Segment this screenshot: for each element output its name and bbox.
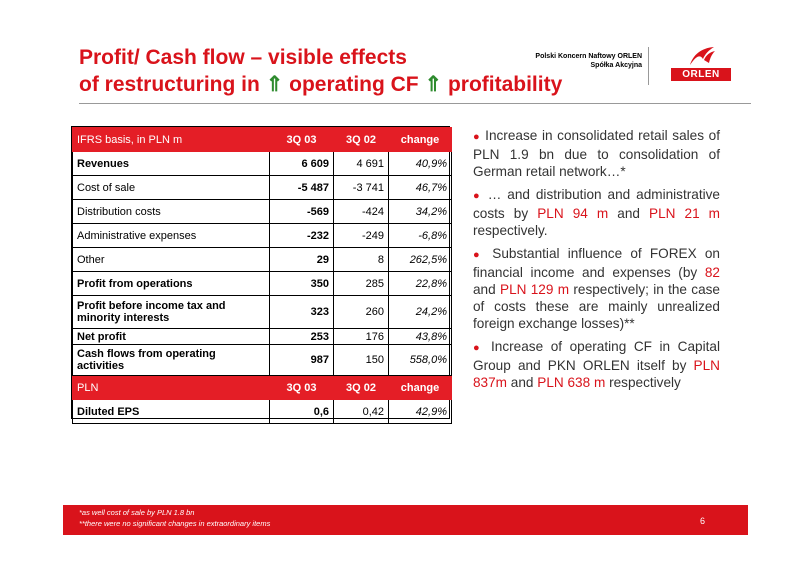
value-change: 42,9% — [389, 400, 452, 424]
up-arrow-icon: ⇑ — [424, 73, 443, 96]
bullet-dot-icon: ● — [473, 190, 482, 202]
bullet-text: and — [473, 282, 496, 297]
header-separator — [648, 47, 649, 85]
value-change: -6,8% — [389, 224, 452, 248]
header-cell: change — [389, 128, 452, 152]
value-change: 40,9% — [389, 152, 452, 176]
bullet-text: Substantial influence of FOREX on financial income and expenses (by — [473, 246, 720, 280]
highlight-value: PLN 638 m — [537, 375, 606, 390]
financial-table — [71, 126, 450, 419]
value-change: 558,0% — [389, 345, 452, 376]
row-label: Administrative expenses — [73, 224, 270, 248]
bullet-list — [473, 127, 720, 397]
value-3q02: 150 — [334, 345, 389, 376]
value-3q02: 260 — [334, 296, 389, 329]
bullet-dot-icon: ● — [473, 249, 485, 261]
value-3q02: 4 691 — [334, 152, 389, 176]
row-label: Profit before income tax and minority interests — [73, 296, 270, 329]
value-change: 43,8% — [389, 329, 452, 345]
value-3q02: 0,42 — [334, 400, 389, 424]
header-cell: change — [389, 376, 452, 400]
row-label: Profit from operations — [73, 272, 270, 296]
bullet-text: … and distribution and administrative costs by — [473, 187, 720, 221]
table-row — [73, 296, 452, 329]
value-3q02: -424 — [334, 200, 389, 224]
value-3q03: 350 — [270, 272, 334, 296]
value-3q02: 285 — [334, 272, 389, 296]
title-line-2 — [79, 71, 619, 98]
up-arrow-icon: ⇑ — [265, 73, 284, 96]
title-divider — [79, 103, 751, 104]
value-3q03: 253 — [270, 329, 334, 345]
bullet-operating-cf — [473, 338, 720, 391]
table-row — [73, 152, 452, 176]
bullet-text: respectively; in the case of costs these are mainly unrealized foreign exchange losses)** — [473, 282, 720, 331]
table-header-row — [73, 128, 452, 152]
title-part-c: profitability — [447, 73, 563, 96]
highlight-value: PLN 129 m — [500, 282, 570, 297]
logo-wordmark: ORLEN — [671, 68, 731, 81]
value-3q03: 29 — [270, 248, 334, 272]
value-change: 24,2% — [389, 296, 452, 329]
value-3q03: -232 — [270, 224, 334, 248]
header-cell: 3Q 03 — [270, 128, 334, 152]
table-row — [73, 248, 452, 272]
bullet-forex — [473, 245, 720, 332]
bullet-text: Increase in consolidated retail sales of PLN 1.9 bn due to consolidation of German retail network…* — [473, 128, 720, 179]
value-3q03: 6 609 — [270, 152, 334, 176]
orlen-logo — [665, 45, 735, 85]
table-row — [73, 329, 452, 345]
table-row — [73, 272, 452, 296]
row-label: Other — [73, 248, 270, 272]
row-label: Cost of sale — [73, 176, 270, 200]
value-3q02: 8 — [334, 248, 389, 272]
value-change: 46,7% — [389, 176, 452, 200]
highlight-value: PLN 21 m — [649, 206, 721, 221]
value-3q03: -5 487 — [270, 176, 334, 200]
company-name: Polski Koncern Naftowy ORLEN — [535, 53, 642, 60]
title-line-1: Profit/ Cash flow – visible effects — [79, 46, 407, 69]
title-part-a: of restructuring in — [79, 73, 260, 96]
value-change: 262,5% — [389, 248, 452, 272]
table-row — [73, 345, 452, 376]
table-row — [73, 200, 452, 224]
value-3q02: 176 — [334, 329, 389, 345]
eagle-icon — [687, 45, 717, 67]
value-3q02: -3 741 — [334, 176, 389, 200]
header-cell: 3Q 03 — [270, 376, 334, 400]
row-label: Cash flows from operating activities — [73, 345, 270, 376]
footnote-1: *as well cost of sale by PLN 1.8 bn — [79, 508, 195, 517]
footer-notes — [79, 507, 270, 529]
bullet-retail-sales — [473, 127, 720, 180]
value-3q03: -569 — [270, 200, 334, 224]
table-row — [73, 176, 452, 200]
highlight-value: PLN 94 m — [537, 206, 609, 221]
bullet-text: and — [510, 375, 534, 390]
bullet-text: respectively — [609, 375, 681, 390]
bullet-dot-icon: ● — [473, 131, 481, 143]
header-cell: 3Q 02 — [334, 128, 389, 152]
row-label: Diluted EPS — [73, 400, 270, 424]
value-change: 22,8% — [389, 272, 452, 296]
company-subtitle: Spółka Akcyjna — [590, 62, 642, 69]
bullet-dot-icon: ● — [473, 342, 484, 354]
value-3q03: 987 — [270, 345, 334, 376]
highlight-value: PLN 837m — [473, 358, 720, 390]
table-row — [73, 224, 452, 248]
row-label: Revenues — [73, 152, 270, 176]
footnote-2: **there were no significant changes in extraordinary items — [79, 519, 271, 528]
company-block — [500, 52, 642, 70]
value-3q03: 0,6 — [270, 400, 334, 424]
page-number: 6 — [700, 516, 706, 526]
value-3q02: -249 — [334, 224, 389, 248]
value-3q03: 323 — [270, 296, 334, 329]
header-cell: 3Q 02 — [334, 376, 389, 400]
value-change: 34,2% — [389, 200, 452, 224]
header-cell: IFRS basis, in PLN m — [73, 128, 270, 152]
row-label: Distribution costs — [73, 200, 270, 224]
bullet-costs — [473, 186, 720, 239]
bullet-text: Increase of operating CF in Capital Group and PKN ORLEN itself by — [473, 339, 720, 373]
highlight-value: 82 — [704, 265, 720, 280]
eps-header-row — [73, 376, 452, 400]
table-row — [73, 400, 452, 424]
bullet-text: and — [617, 206, 640, 221]
title-part-b: operating CF — [289, 73, 419, 96]
bullet-text: respectively. — [473, 223, 548, 238]
header-cell: PLN — [73, 376, 270, 400]
row-label: Net profit — [73, 329, 270, 345]
